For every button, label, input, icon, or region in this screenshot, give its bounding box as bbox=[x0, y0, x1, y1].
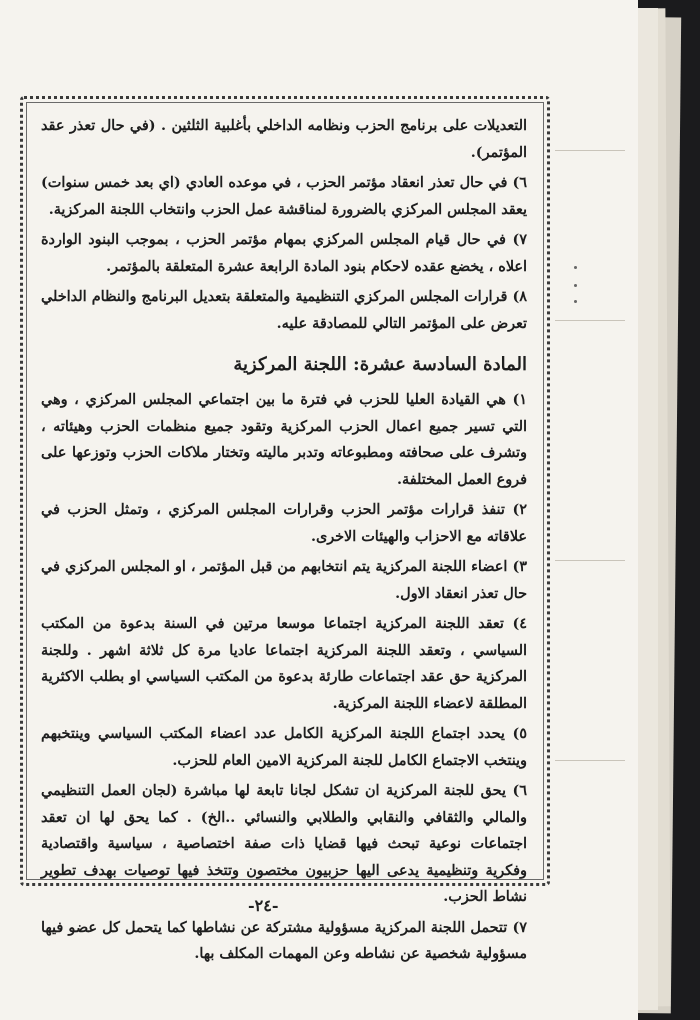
bleed-line bbox=[555, 560, 625, 561]
paragraph: ٣) اعضاء اللجنة المركزية يتم انتخابهم من قبل المؤتمر ، او المجلس المركزي في حال تعذر انعقاد الاول. bbox=[41, 558, 527, 602]
paragraph: ٤) تعقد اللجنة المركزية اجتماعا موسعا مرتين في السنة بدعوة من المكتب السياسي ، وتعقد اللجنة المركزية اجتماعا عاديا مرة كل ثلاثة اشهر . وللجنة المركزية حق عقد اجتماعات طارئة بدعوة من المكتب السياسي او بطلب الاكثرية المطلقة لاعضاء اللجنة المركزية. bbox=[41, 615, 527, 712]
paragraph: ٧) تتحمل اللجنة المركزية مسؤولية مشتركة عن نشاطها كما يتحمل كل عضو فيها مسؤولية شخصية عن نشاطه وعن المهمات المكلف بها. bbox=[41, 918, 527, 962]
paragraph: ٥) يحدد اجتماع اللجنة المركزية الكامل عدد اعضاء المكتب السياسي وينتخبهم وينتخب الاجتماع الكامل للجنة المركزية الامين العام للحزب. bbox=[41, 725, 527, 769]
bleed-line bbox=[555, 150, 625, 151]
bleed-line bbox=[555, 760, 625, 761]
paragraph: التعديلات على برنامج الحزب ونظامه الداخلي بأغلبية الثلثين . (في حال تعذر عقد المؤتمر). bbox=[41, 117, 527, 161]
paragraph: ٨) قرارات المجلس المركزي التنظيمية والمتعلقة بتعديل البرنامج والنظام الداخلي تعرض على المؤتمر التالي للمصادقة عليه. bbox=[41, 288, 527, 332]
paragraph: ٧) في حال قيام المجلس المركزي بمهام مؤتمر الحزب ، بموجب البنود الواردة اعلاه ، يخضع عقده لاحكام بنود المادة الرابعة عشرة المتعلقة بالمؤتمر. bbox=[41, 231, 527, 275]
paragraph: ٦) في حال تعذر انعقاد مؤتمر الحزب ، في موعده العادي (اي بعد خمس سنوات) يعقد المجلس المركزي بالضرورة لمناقشة عمل الحزب وانتخاب اللجنة المركزية. bbox=[41, 174, 527, 218]
margin-mark bbox=[574, 266, 577, 269]
paragraph: ٦) يحق للجنة المركزية ان تشكل لجانا تابعة لها مباشرة (لجان العمل التنظيمي والمالي والثقافي والنقابي والطلابي والنسائي ..الخ) . كما يحق لها ان تعقد اجتماعات نوعية تبحث فيها قضايا ذات صفة اختصاصية ، سياسية واقتصادية وفكرية وتنظيمية يدعى اليها حزبيون مختصون وتتخذ فيها توصيات بهدف تطوير نشاط الحزب. bbox=[41, 782, 527, 905]
paragraph: ٢) تنفذ قرارات مؤتمر الحزب وقرارات المجلس المركزي ، وتمثل الحزب في علاقاته مع الاحزاب والهيئات الاخرى. bbox=[41, 501, 527, 545]
paragraph: ١) هي القيادة العليا للحزب في فترة ما بين اجتماعي المجلس المركزي ، وهي التي تسير جميع اعمال الحزب المركزية وتقود جميع منظمات الحزب وهيئاته ، وتشرف على صحافته ومطبوعاته وتدبر ماليته وتختار ملاكات الحزب وتوزعها على فروع العمل المختلفة. bbox=[41, 391, 527, 488]
margin-mark bbox=[574, 284, 577, 287]
section-heading: المادة السادسة عشرة: اللجنة المركزية bbox=[233, 354, 527, 375]
page-number: -٢٤- bbox=[248, 896, 279, 915]
bleed-line bbox=[555, 320, 625, 321]
margin-mark bbox=[574, 300, 577, 303]
